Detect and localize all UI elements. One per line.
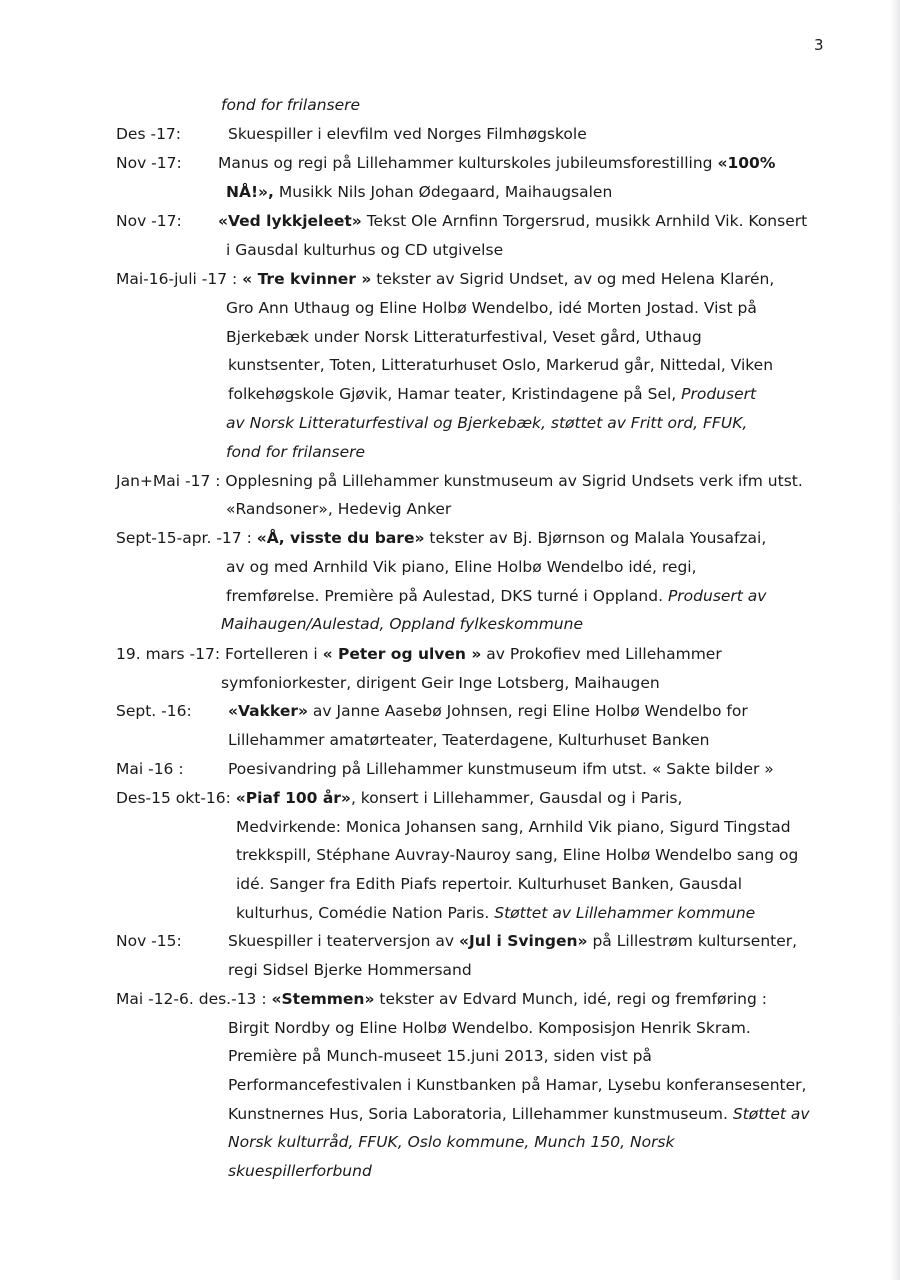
text-span: av Janne Aasebø Johnsen, regi Eline Holbø Wendelbo for <box>308 702 748 720</box>
text-span: «Randsoner», Hedevig Anker <box>226 500 452 518</box>
text-line <box>116 931 797 951</box>
bold-title: «Å, visste du bare» <box>256 529 425 547</box>
bold-title: «Vakker» <box>228 702 308 720</box>
italic-text: av Norsk Litteraturfestival og Bjerkebæk, støttet av Fritt ord, FFUK, <box>226 414 748 432</box>
text-line <box>226 557 697 577</box>
text-line <box>228 384 756 404</box>
text-line <box>226 182 612 202</box>
text-span: Nov -15: <box>116 932 182 950</box>
text-span: Mai -16 : <box>116 760 184 778</box>
text-span: Skuespiller i elevfilm ved Norges Filmhøgskole <box>228 125 587 143</box>
page-edge-shadow <box>890 0 900 1280</box>
italic-text: skuespillerforbund <box>228 1162 372 1180</box>
text-span: fremførelse. Première på Aulestad, DKS turné i Oppland. <box>226 587 668 605</box>
text-span: Sept. -16: <box>116 702 192 720</box>
bold-title: «Ved lykkjeleet» <box>218 212 362 230</box>
text-span: Jan+Mai -17 : Opplesning på Lillehammer kunstmuseum av Sigrid Undsets verk ifm utst. <box>116 472 803 490</box>
italic-text: Maihaugen/Aulestad, Oppland fylkeskommune <box>221 615 583 633</box>
text-line <box>228 730 709 750</box>
text-line <box>228 1046 652 1066</box>
bold-title: «Jul i Svingen» <box>459 932 588 950</box>
text-line <box>116 153 775 173</box>
text-line <box>226 499 451 519</box>
text-span: Birgit Nordby og Eline Holbø Wendelbo. Komposisjon Henrik Skram. <box>228 1019 751 1037</box>
text-span: Des -17: <box>116 125 182 143</box>
text-line <box>116 701 748 721</box>
text-span: Bjerkebæk under Norsk Litteraturfestival, Veset gård, Uthaug <box>226 328 702 346</box>
text-line <box>221 95 360 115</box>
text-line <box>226 298 757 318</box>
text-line <box>236 874 742 894</box>
italic-text: fond for frilansere <box>221 96 361 114</box>
text-span: Nov -17: <box>116 212 182 230</box>
text-span: , konsert i Lillehammer, Gausdal og i Paris, <box>350 789 683 807</box>
text-line <box>226 327 702 347</box>
text-line <box>116 644 722 664</box>
text-span: Musikk Nils Johan Ødegaard, Maihaugsalen <box>273 183 613 201</box>
text-line <box>116 989 767 1009</box>
text-span: Performancefestivalen i Kunstbanken på Hamar, Lysebu konferansesenter, <box>228 1076 807 1094</box>
text-line <box>228 1018 751 1038</box>
text-line <box>236 903 755 923</box>
text-line <box>228 1104 810 1124</box>
text-line <box>221 673 660 693</box>
bold-title: «Stemmen» <box>271 990 375 1008</box>
text-span: Lillehammer amatørteater, Teaterdagene, Kulturhuset Banken <box>228 731 710 749</box>
text-line <box>226 413 747 433</box>
page-number: 3 <box>814 36 824 54</box>
text-span: tekster av Bj. Bjørnson og Malala Yousafzai, <box>424 529 767 547</box>
text-span: av Prokofiev med Lillehammer <box>481 645 722 663</box>
italic-text: Norsk kulturråd, FFUK, Oslo kommune, Munch 150, Norsk <box>228 1133 675 1151</box>
text-line <box>116 788 682 808</box>
bold-title: NÅ!», <box>226 183 274 201</box>
italic-text: Støttet av Lillehammer kommune <box>494 904 756 922</box>
text-line <box>116 528 766 548</box>
text-line <box>116 124 587 144</box>
bold-title: «100% <box>717 154 776 172</box>
text-line <box>228 960 472 980</box>
text-line <box>236 817 791 837</box>
text-line <box>221 614 583 634</box>
text-span: regi Sidsel Bjerke Hommersand <box>228 961 472 979</box>
text-span: symfoniorkester, dirigent Geir Inge Lotsberg, Maihaugen <box>221 674 660 692</box>
text-line <box>116 759 774 779</box>
text-span: på Lillestrøm kultursenter, <box>587 932 798 950</box>
italic-text: Produsert av <box>667 587 767 605</box>
text-line <box>116 471 803 491</box>
text-span: 19. mars -17: Fortelleren i <box>116 645 323 663</box>
text-line <box>226 586 766 606</box>
text-span: kulturhus, Comédie Nation Paris. <box>236 904 495 922</box>
text-span: Poesivandring på Lillehammer kunstmuseum ifm utst. « Sakte bilder » <box>228 760 774 778</box>
text-span: Nov -17: <box>116 154 182 172</box>
text-span: tekster av Sigrid Undset, av og med Helena Klarén, <box>371 270 775 288</box>
text-span: Manus og regi på Lillehammer kulturskoles jubileumsforestilling <box>218 154 718 172</box>
text-line <box>228 1161 372 1181</box>
text-span: Medvirkende: Monica Johansen sang, Arnhild Vik piano, Sigurd Tingstad <box>236 818 791 836</box>
italic-text: Produsert <box>681 385 757 403</box>
text-span: Première på Munch-museet 15.juni 2013, siden vist på <box>228 1047 652 1065</box>
bold-title: « Peter og ulven » <box>322 645 482 663</box>
text-line <box>116 211 807 231</box>
text-span: Mai -12-6. des.-13 : <box>116 990 272 1008</box>
text-line <box>228 355 773 375</box>
italic-text: fond for frilansere <box>226 443 366 461</box>
italic-text: Støttet av <box>732 1105 810 1123</box>
text-span: Kunstnernes Hus, Soria Laboratoria, Lillehammer kunstmuseum. <box>228 1105 733 1123</box>
text-line <box>236 845 798 865</box>
text-span: Des-15 okt-16: <box>116 789 236 807</box>
text-span: i Gausdal kulturhus og CD utgivelse <box>226 241 504 259</box>
text-span: trekkspill, Stéphane Auvray-Nauroy sang, Eline Holbø Wendelbo sang og <box>236 846 799 864</box>
text-span: Mai-16-juli -17 : <box>116 270 243 288</box>
text-span: idé. Sanger fra Edith Piafs repertoir. Kulturhuset Banken, Gausdal <box>236 875 743 893</box>
text-span: Sept-15-apr. -17 : <box>116 529 257 547</box>
text-line <box>116 269 774 289</box>
text-span: Skuespiller i teaterversjon av <box>228 932 459 950</box>
text-span: tekster av Edvard Munch, idé, regi og fremføring : <box>374 990 767 1008</box>
text-line <box>228 1075 806 1095</box>
text-span: av og med Arnhild Vik piano, Eline Holbø Wendelbo idé, regi, <box>226 558 697 576</box>
text-span: folkehøgskole Gjøvik, Hamar teater, Kristindagene på Sel, <box>228 385 682 403</box>
text-span: Tekst Ole Arnfinn Torgersrud, musikk Arnhild Vik. Konsert <box>361 212 808 230</box>
text-line <box>226 442 365 462</box>
text-line <box>228 1132 675 1152</box>
bold-title: « Tre kvinner » <box>242 270 372 288</box>
text-span: kunstsenter, Toten, Litteraturhuset Oslo, Markerud går, Nittedal, Viken <box>228 356 774 374</box>
text-line <box>226 240 503 260</box>
text-span: Gro Ann Uthaug og Eline Holbø Wendelbo, idé Morten Jostad. Vist på <box>226 299 757 317</box>
bold-title: «Piaf 100 år» <box>235 789 351 807</box>
